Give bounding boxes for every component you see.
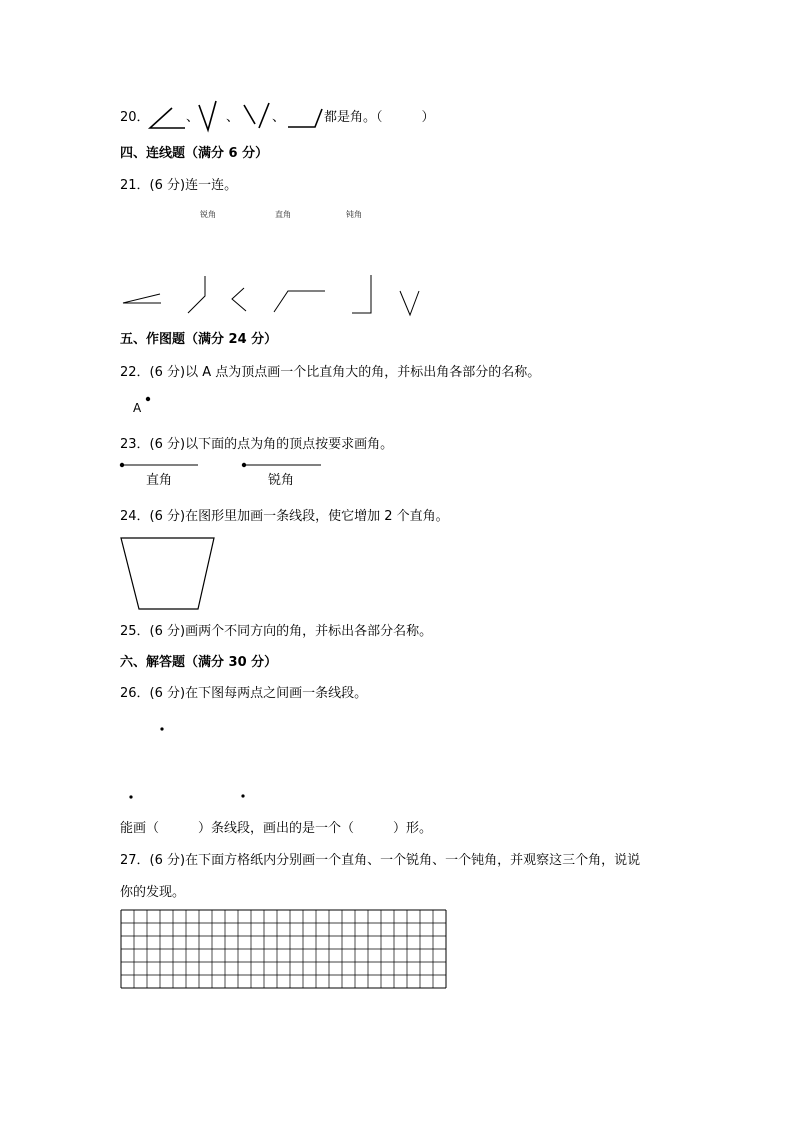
q21-label-right: 直角	[275, 210, 291, 219]
question-25: 25．(6 分)画两个不同方向的角，并标出各部分名称。	[120, 624, 433, 639]
q21-label-acute: 锐角	[200, 210, 216, 219]
q20-number: 20．	[120, 110, 150, 125]
question-24: 24．(6 分)在图形里加画一条线段，使它增加 2 个直角。	[120, 509, 449, 524]
section-4-heading: 四、连线题（满分 6 分）	[120, 146, 269, 161]
q23-label-acute: 锐角	[268, 473, 295, 488]
question-21: 21．(6 分)连一连。	[120, 178, 238, 193]
question-22: 22．(6 分)以 A 点为顶点画一个比直角大的角，并标出角各部分的名称。	[120, 365, 541, 380]
q20-separator: 、	[272, 110, 286, 125]
section-5-heading: 五、作图题（满分 24 分）	[120, 332, 278, 347]
q22-point-label: A	[133, 401, 142, 415]
question-26: 26．(6 分)在下图每两点之间画一条线段。	[120, 686, 368, 701]
q20-separator: 、	[186, 110, 200, 125]
question-23: 23．(6 分)以下面的点为角的顶点按要求画角。	[120, 437, 394, 452]
question-27-line1: 27．(6 分)在下面方格纸内分别画一个直角、一个锐角、一个钝角，并观察这三个角，说说	[120, 853, 641, 868]
question-27-line2: 你的发现。	[120, 885, 186, 900]
q26-answer-line: 能画（ ）条线段，画出的是一个（ ）形。	[120, 821, 433, 836]
q20-separator: 、	[226, 110, 240, 125]
q21-label-obtuse: 钝角	[346, 210, 362, 219]
q20-suffix: 都是角。（ ）	[324, 110, 435, 125]
section-6-heading: 六、解答题（满分 30 分）	[120, 655, 278, 670]
q23-label-right: 直角	[146, 473, 173, 488]
